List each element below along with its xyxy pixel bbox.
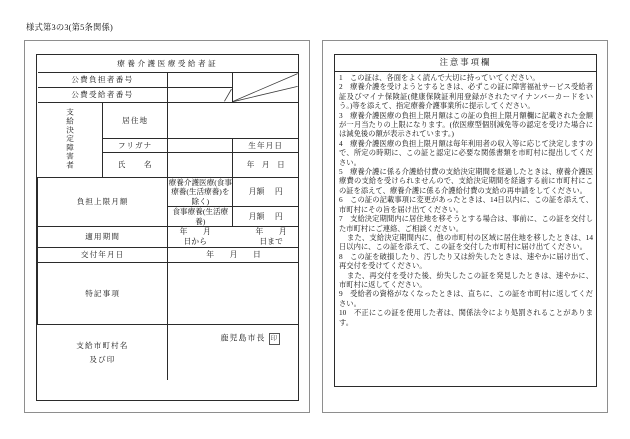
note-number: 10 bbox=[339, 308, 347, 318]
period-row bbox=[38, 227, 299, 247]
furigana-value[interactable] bbox=[168, 139, 233, 153]
certificate-title-row bbox=[38, 55, 299, 73]
limit-row2-amount[interactable] bbox=[233, 207, 298, 227]
certificate-panel bbox=[24, 40, 310, 413]
period-value[interactable] bbox=[168, 227, 303, 247]
note-text: 支給決定期間内に居住地を移そうとする場合は、事前に、この証を交付した市町村にご連絡、ご相談ください。 bbox=[339, 214, 593, 233]
limit-row2-label: 食事療養(生活療養) bbox=[168, 207, 233, 227]
remarks-label: 特記事項 bbox=[38, 262, 168, 324]
public-payer-number-label: 公費負担者番号 bbox=[38, 73, 168, 88]
note-text: 療養介護に係る介護給付費の支給決定期間を経過したときは、療養介護医療費の支給を受けられませんので、支給決定期間を経過する前に市町村にこの証を添えて、療養介護に係る介護給付費の支給の再申請をしてください。 bbox=[339, 167, 593, 195]
note-item bbox=[339, 308, 593, 327]
name-value[interactable] bbox=[168, 153, 233, 178]
note-text: 療養介護医療の負担上限月額は毎年利用者の収入等に応じて決定しますので、所定の時期に、この証と認定に必要な関係書類を市町村に提出してください。 bbox=[339, 138, 593, 167]
certificate-card bbox=[36, 54, 303, 401]
notes-panel bbox=[322, 40, 608, 413]
limit-row-1 bbox=[38, 178, 299, 207]
issue-date-row bbox=[38, 247, 299, 262]
beneficiary-vertical-label: 支給決定障害者 bbox=[65, 107, 75, 170]
remarks-row bbox=[38, 262, 299, 324]
note-number: 3 bbox=[339, 110, 343, 120]
yen-label: 円 bbox=[274, 212, 283, 222]
municipality-row bbox=[38, 324, 299, 380]
municipality-label bbox=[38, 324, 168, 380]
note-text: この証を破損したり、汚したり又は紛失したときは、速やかに届け出て、再交付を受けてください。 bbox=[339, 251, 593, 271]
municipality-label-line1: 支給市町村名 bbox=[76, 340, 129, 350]
notes-title: 注意事項欄 bbox=[335, 55, 596, 72]
note-item bbox=[339, 139, 593, 167]
note-text: この証の記載事項に変更があったときは、14日以内に、この証を添えて、市町村にその旨を届け出てください。 bbox=[339, 195, 593, 214]
note-text: 受給者の資格がなくなったときは、直ちに、この証を市町村に返してください。 bbox=[339, 289, 593, 308]
note-number: 7 bbox=[339, 214, 343, 224]
notes-card bbox=[334, 54, 597, 387]
residence-value[interactable] bbox=[168, 103, 298, 139]
period-from: 年 月 日から bbox=[179, 227, 227, 247]
note-number: 6 bbox=[339, 195, 343, 205]
note-number: 5 bbox=[339, 167, 343, 177]
form-number: 様式第3の3(第5条関係) bbox=[26, 23, 113, 32]
issue-date-value[interactable] bbox=[168, 247, 298, 262]
note-item bbox=[339, 167, 593, 195]
seal-icon: 印 bbox=[269, 333, 281, 345]
diagonal-void-area bbox=[233, 73, 298, 103]
note-number: 8 bbox=[339, 251, 343, 261]
note-item bbox=[339, 252, 593, 271]
public-recipient-number-label: 公費受給者番号 bbox=[38, 88, 168, 103]
mayor-name: 鹿児島市長 bbox=[220, 333, 266, 343]
period-to: 年 月 日まで bbox=[255, 227, 303, 247]
monthly-label: 月額 bbox=[248, 212, 265, 222]
note-text: 不正にこの証を使用した者は、関係法令により処罰されることがあります。 bbox=[339, 308, 593, 327]
issue-date-label: 交付年月日 bbox=[38, 247, 168, 262]
note-item bbox=[339, 73, 593, 82]
public-payer-number-cells[interactable] bbox=[168, 73, 233, 88]
notes-body bbox=[335, 72, 596, 329]
monthly-label: 月額 bbox=[248, 187, 265, 197]
residence-label: 居住地 bbox=[103, 103, 168, 139]
limit-label: 負担上限月額 bbox=[38, 178, 168, 227]
note-text: この証は、各面をよく読んで大切に持っていてください。 bbox=[342, 73, 540, 82]
limit-row1-amount[interactable] bbox=[233, 178, 298, 207]
birthdate-label: 生年月日 bbox=[233, 139, 298, 153]
remarks-value[interactable] bbox=[168, 262, 298, 324]
issue-date-text: 年 月 日 bbox=[206, 250, 261, 260]
municipality-label-line2: 及び印 bbox=[89, 355, 116, 365]
mayor-signature-line bbox=[221, 333, 281, 345]
note-item bbox=[339, 82, 593, 110]
beneficiary-vertical-label-cell bbox=[38, 103, 103, 178]
public-recipient-number-cells[interactable] bbox=[168, 88, 233, 103]
note-number: 2 bbox=[339, 82, 343, 92]
furigana-label: フリガナ bbox=[103, 139, 168, 153]
birthdate-value[interactable]: 年 月 日 bbox=[233, 153, 298, 178]
note-item bbox=[339, 195, 593, 214]
certificate-title: 療養介護医療受給者証 bbox=[38, 55, 299, 73]
note-text: 療養介護を受けようとするときは、必ずこの証に障害福祉サービス受給者証及びマイナ保険証(健康保険証利用登録がされたマイナンバーカードをいう。)等を添えて、指定療養介護事業所に提示してください。 bbox=[339, 82, 593, 111]
period-label: 適用期間 bbox=[38, 227, 168, 247]
limit-row1-label: 療養介護医療(食事療養(生活療養)を除く) bbox=[168, 178, 232, 206]
yen-label: 円 bbox=[274, 187, 283, 197]
municipality-value[interactable] bbox=[168, 324, 298, 380]
note-item bbox=[339, 214, 593, 233]
certificate-table bbox=[37, 55, 303, 380]
note-number: 1 bbox=[339, 73, 343, 82]
public-payer-number-row bbox=[38, 73, 299, 88]
note-sub-item: また、再交付を受けた後、紛失したこの証を発見したときは、速やかに、市町村に返してください。 bbox=[339, 270, 593, 289]
note-number: 4 bbox=[339, 138, 343, 148]
note-sub-item: また、支給決定期間内に、他の市町村の区域に居住地を移したときは、14日以内に、この証を添えて、この証を交付した市町村に届け出てください。 bbox=[339, 232, 593, 252]
note-item bbox=[339, 289, 593, 308]
note-number: 9 bbox=[339, 289, 343, 299]
residence-row bbox=[38, 103, 299, 139]
note-item bbox=[339, 111, 593, 139]
name-label: 氏 名 bbox=[103, 153, 168, 178]
note-text: 療養介護医療の負担上限月額はこの証の負担上限月額欄に記載された金額が一月当たりの上限になります。(依医療型個別減免等の認定を受けた場合には減免後の額が表示されています。) bbox=[339, 110, 593, 139]
